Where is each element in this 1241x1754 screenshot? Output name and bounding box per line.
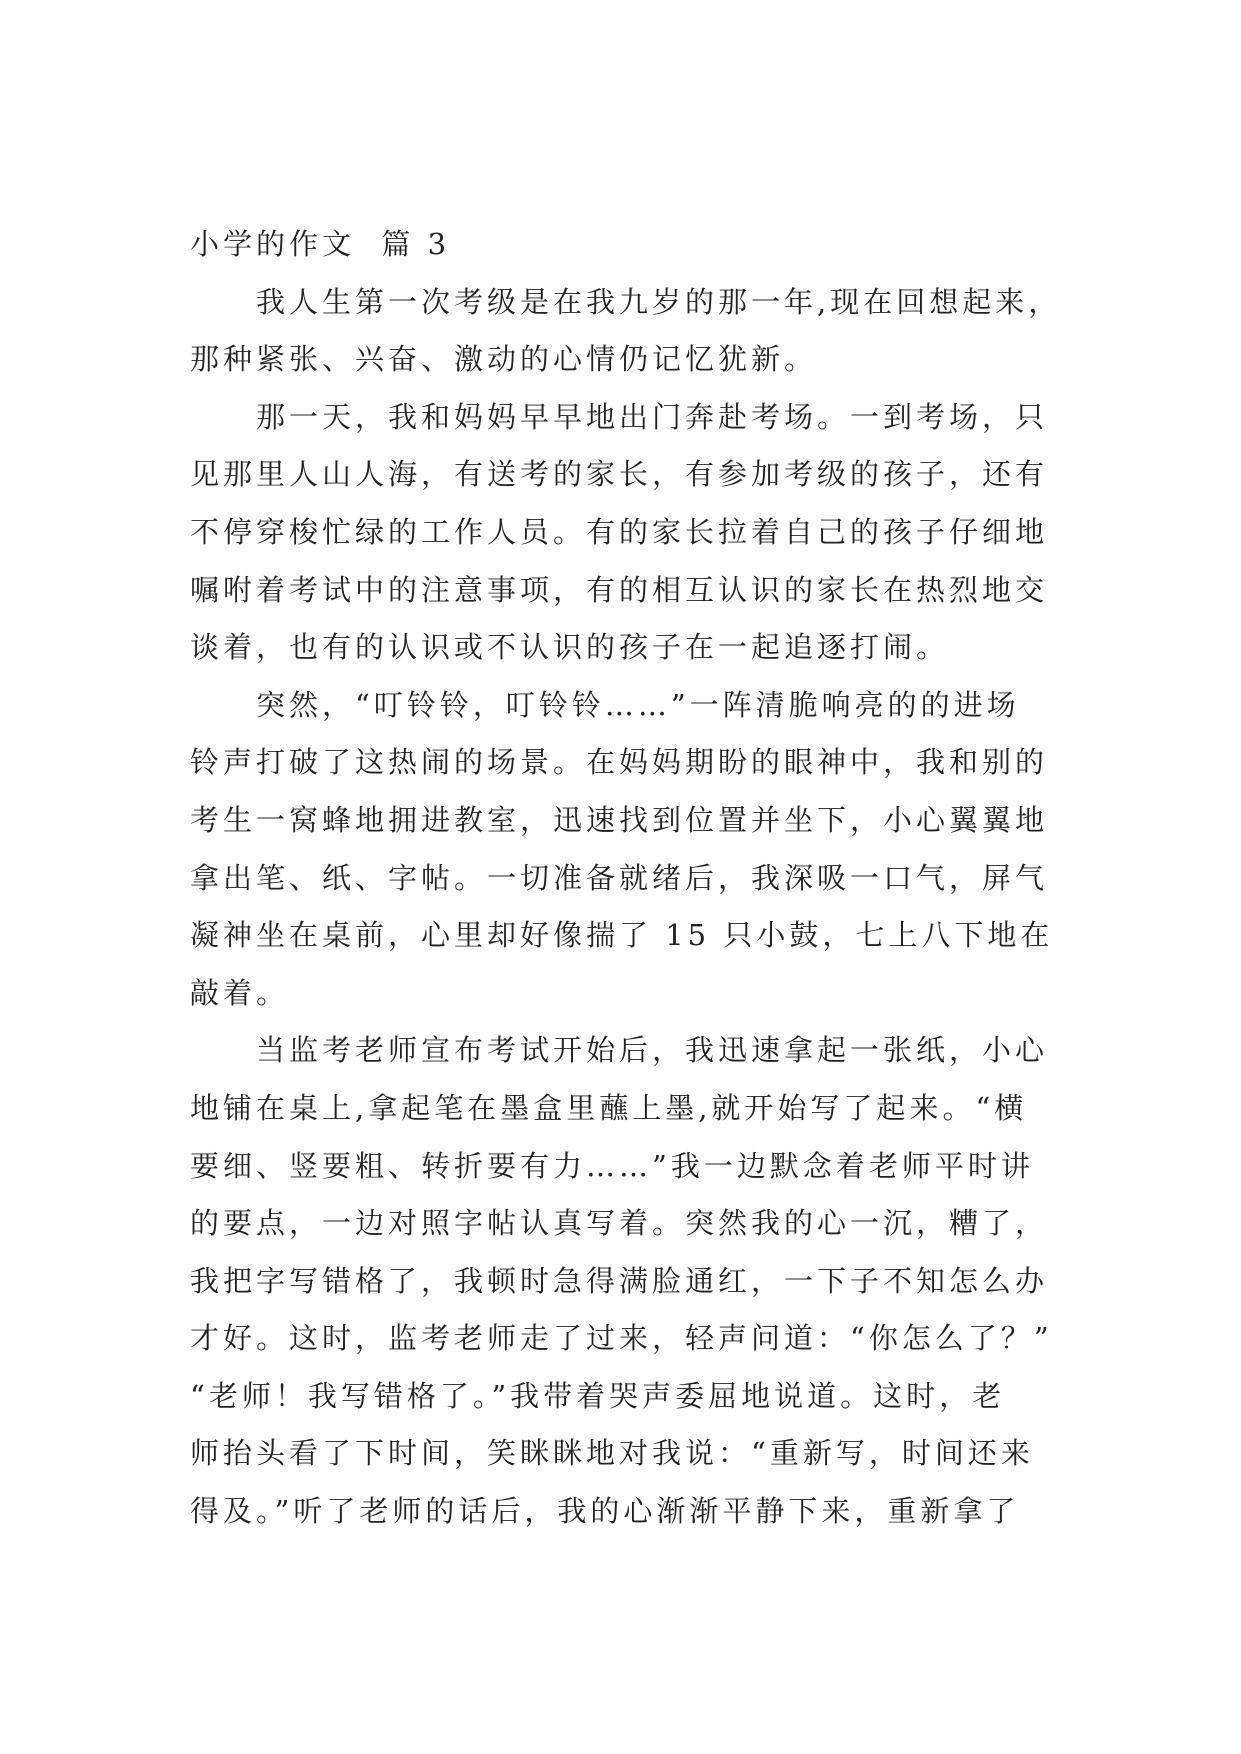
paragraph-line: 那一天，我和妈妈早早地出门奔赴考场。一到考场，只 bbox=[256, 399, 1049, 434]
paragraph-4 bbox=[190, 1022, 1070, 1540]
paragraph-line: 要细、竖要粗、转折要有力……”我一边默念着老师平时讲 bbox=[190, 1148, 1034, 1183]
document-title: 小学的作文 篇 3 bbox=[190, 227, 451, 261]
paragraph-line: 谈着，也有的认识或不认识的孩子在一起追逐打闹。 bbox=[190, 630, 950, 665]
paragraph-line: 考生一窝蜂地拥进教室，迅速找到位置并坐下，小心翼翼地 bbox=[190, 802, 1049, 837]
paragraph-line: 拿出笔、纸、字帖。一切准备就绪后，我深吸一口气，屏气 bbox=[190, 860, 1049, 895]
paragraph-line: 才好。这时，监考老师走了过来，轻声问道：“你怎么了？” bbox=[190, 1321, 1053, 1356]
document-body bbox=[190, 216, 1070, 1541]
paragraph-3 bbox=[190, 677, 1070, 1023]
paragraph-line: 见那里人山人海，有送考的家长，有参加考级的孩子，还有 bbox=[190, 457, 1049, 492]
paragraph-line: 的要点，一边对照字帖认真写着。突然我的心一沉，糟了， bbox=[190, 1206, 1049, 1241]
paragraph-line: 师抬头看了下时间，笑眯眯地对我说：“重新写，时间还来 bbox=[190, 1436, 1034, 1471]
paragraph-line: 我人生第一次考级是在我九岁的那一年,现在回想起来， bbox=[256, 284, 1062, 319]
paragraph-line: 突然，“叮铃铃，叮铃铃……”一阵清脆响亮的的进场 bbox=[256, 687, 1020, 722]
paragraph-line: 铃声打破了这热闹的场景。在妈妈期盼的眼神中，我和别的 bbox=[190, 745, 1049, 780]
paragraph-line: 我把字写错格了，我顿时急得满脸通红，一下子不知怎么办 bbox=[190, 1263, 1049, 1298]
paragraph-line: “老师！我写错格了。”我带着哭声委屈地说道。这时，老 bbox=[190, 1378, 1006, 1413]
paragraph-2 bbox=[190, 389, 1070, 677]
paragraph-line: 当监考老师宣布考试开始后，我迅速拿起一张纸，小心 bbox=[256, 1033, 1049, 1068]
paragraph-line: 敲着。 bbox=[190, 975, 290, 1010]
paragraph-line: 凝神坐在桌前，心里却好像揣了 15 只小鼓，七上八下地在 bbox=[190, 918, 1054, 953]
paragraph-line: 得及。”听了老师的话后，我的心渐渐平静下来，重新拿了 bbox=[190, 1494, 1020, 1529]
paragraph-line: 地铺在桌上,拿起笔在墨盒里蘸上墨,就开始写了起来。“横 bbox=[190, 1090, 1028, 1125]
paragraph-line: 那种紧张、兴奋、激动的心情仍记忆犹新。 bbox=[190, 342, 818, 377]
paragraph-1 bbox=[190, 274, 1070, 389]
paragraph-line: 不停穿梭忙绿的工作人员。有的家长拉着自己的孩子仔细地 bbox=[190, 514, 1049, 549]
paragraph-line: 嘱咐着考试中的注意事项，有的相互认识的家长在热烈地交 bbox=[190, 572, 1049, 607]
